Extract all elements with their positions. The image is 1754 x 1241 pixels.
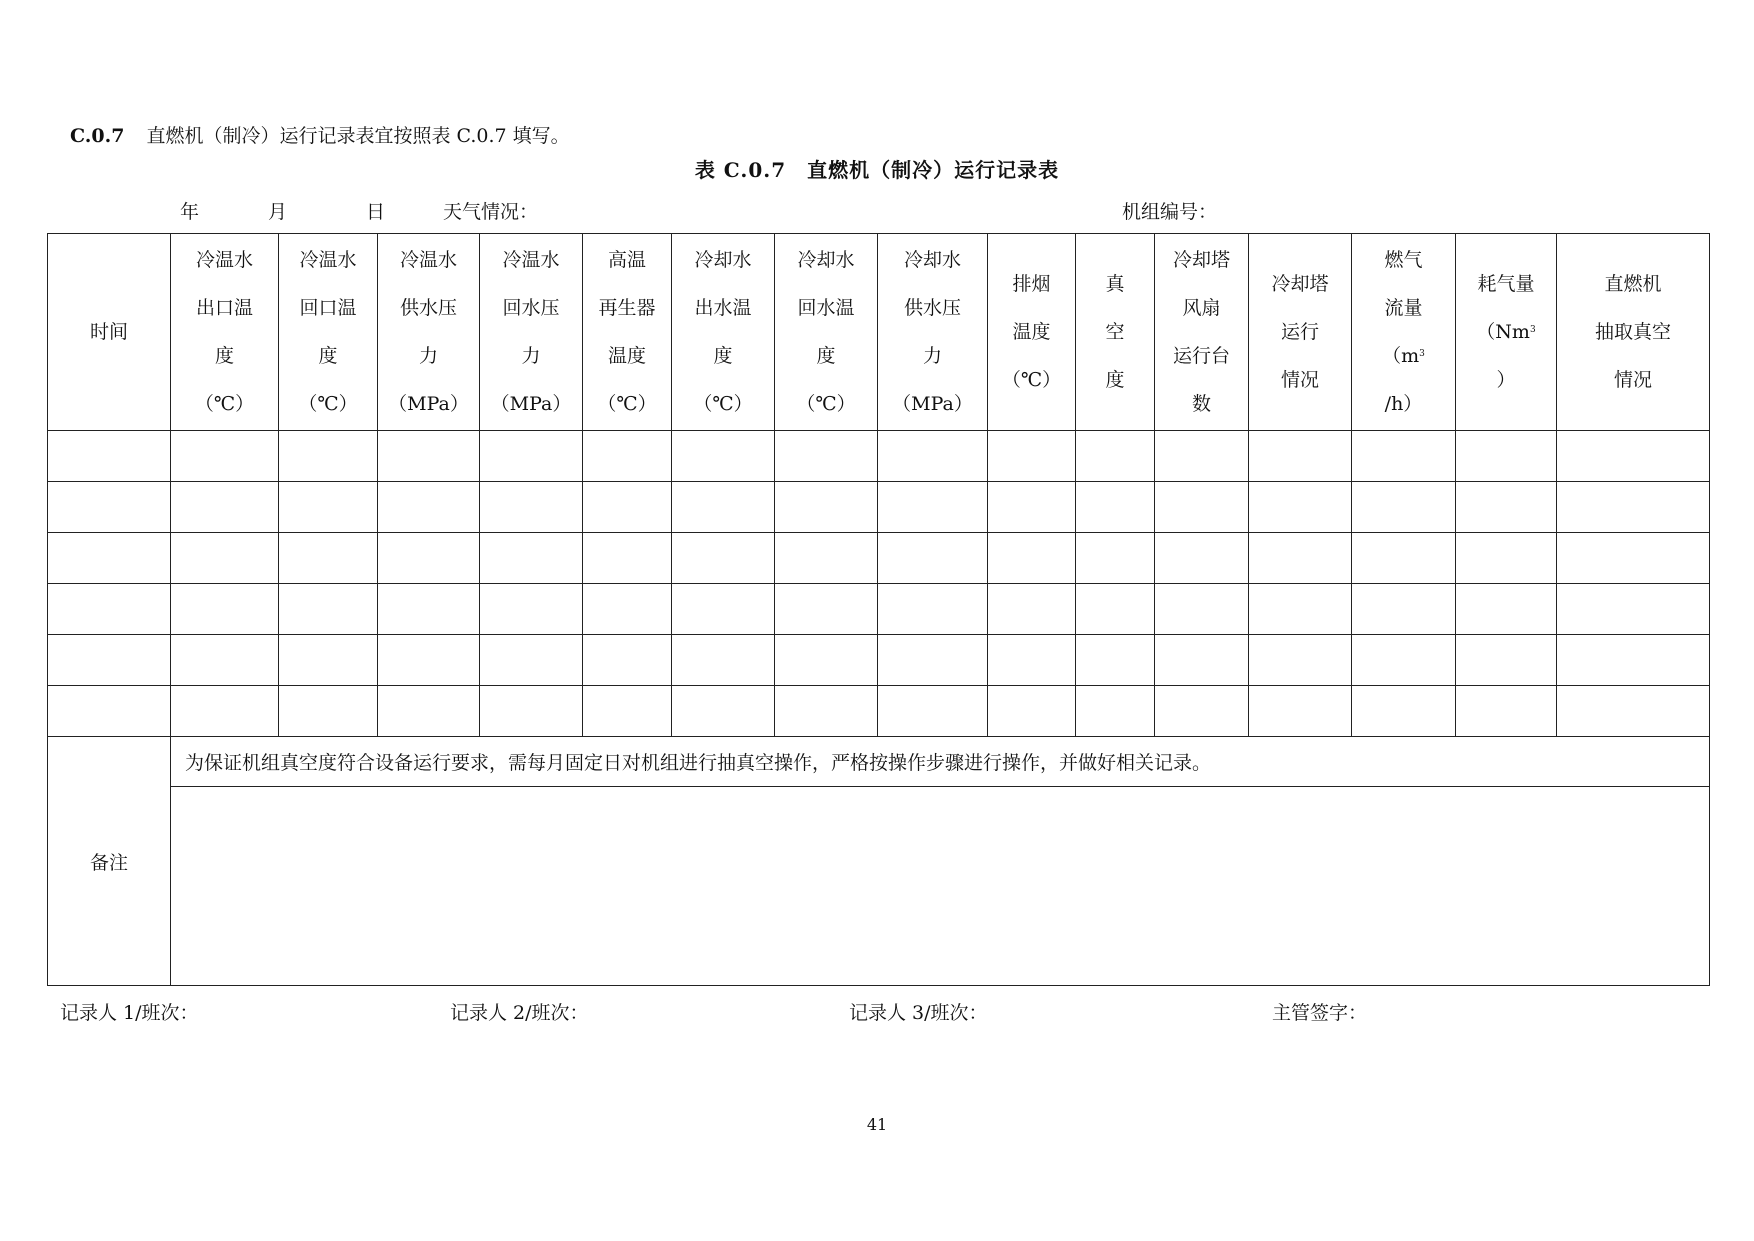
table-cell[interactable] [988,635,1076,686]
header-line: 耗气量 [1477,273,1535,295]
table-cell[interactable] [1456,431,1557,482]
header-line: 度 [816,345,836,367]
table-cell[interactable] [48,431,171,482]
table-cell[interactable] [1352,431,1456,482]
header-gas-consumption [1456,234,1557,431]
header-line: 真 [1105,273,1125,295]
header-line: 抽取真空 [1594,321,1671,343]
header-line: （℃） [597,393,657,415]
header-line: （℃） [693,393,753,415]
table-cell[interactable] [1155,431,1249,482]
table-cell[interactable] [988,482,1076,533]
header-line: 力 [418,345,438,367]
header-chilled-water-outlet-temp [171,234,279,431]
operation-record-table [47,233,1710,986]
table-row [48,686,1710,737]
table-cell[interactable] [878,635,988,686]
table-cell[interactable] [775,686,878,737]
table-cell[interactable] [1557,584,1710,635]
table-cell[interactable] [48,635,171,686]
table-cell[interactable] [583,635,672,686]
table-cell[interactable] [1352,482,1456,533]
table-cell[interactable] [1557,533,1710,584]
header-line: 回口温 [299,297,357,319]
table-cell[interactable] [279,635,378,686]
header-line: 冷温水 [399,249,457,271]
header-line: 回水压 [502,297,560,319]
header-gas-flow [1352,234,1456,431]
table-cell[interactable] [480,482,583,533]
table-cell[interactable] [1352,635,1456,686]
header-line: 情况 [1613,369,1652,391]
table-cell[interactable] [171,686,279,737]
header-line: 冷却水 [694,249,752,271]
header-high-temp-generator-temp [583,234,672,431]
table-cell[interactable] [1249,686,1352,737]
table-cell[interactable] [988,533,1076,584]
header-tower-status [1249,234,1352,431]
table-cell[interactable] [583,482,672,533]
table-title: 表 C.0.7 直燃机（制冷）运行记录表 [694,158,1060,182]
table-header-row [48,234,1710,431]
table-row [48,482,1710,533]
table-cell[interactable] [279,584,378,635]
table-cell[interactable] [988,584,1076,635]
weather-label: 天气情况： [443,201,539,223]
header-line: 冷温水 [502,249,560,271]
table-cell[interactable] [378,533,480,584]
table-cell[interactable] [775,635,878,686]
table-cell[interactable] [378,584,480,635]
header-line: 冷却塔 [1172,249,1230,271]
header-line: 高温 [607,249,646,271]
table-cell[interactable] [48,533,171,584]
header-line: ） [1496,369,1516,391]
unit-number-label: 机组编号： [1122,201,1218,223]
header-line: 度 [318,345,338,367]
recorder-1-label: 记录人 1/班次： [60,1002,199,1024]
header-cooling-water-outlet-temp [672,234,775,431]
header-line: /h） [1384,393,1423,415]
header-line: 出口温 [195,297,253,319]
table-cell[interactable] [672,584,775,635]
table-cell[interactable] [878,686,988,737]
table-cell[interactable] [171,584,279,635]
table-cell[interactable] [1557,635,1710,686]
table-cell[interactable] [480,584,583,635]
clause-text: 直燃机（制冷）运行记录表宜按照表 C.0.7 填写。 [146,125,570,147]
header-line: 运行 [1280,321,1319,343]
remarks-text: 为保证机组真空度符合设备运行要求，需每月固定日对机组进行抽真空操作，严格按操作步骤进行操作，并做好相关记录。 [171,737,1710,787]
table-cell[interactable] [1155,584,1249,635]
table-cell[interactable] [672,686,775,737]
header-cooling-water-supply-pressure [878,234,988,431]
unit-superscript: 3 [1419,349,1425,359]
header-line: 情况 [1280,369,1319,391]
header-chilled-water-supply-pressure [378,234,480,431]
table-cell[interactable] [583,533,672,584]
header-line: （MPa） [388,393,469,415]
header-chilled-water-return-pressure [480,234,583,431]
header-line: 回水温 [797,297,855,319]
table-row [48,533,1710,584]
header-line: 冷却水 [797,249,855,271]
table-cell[interactable] [1076,686,1155,737]
table-cell[interactable] [1557,686,1710,737]
header-line: 运行台 [1172,345,1230,367]
header-line: 数 [1191,393,1211,415]
header-tower-fans-running [1155,234,1249,431]
table-cell[interactable] [378,431,480,482]
recorder-2-label: 记录人 2/班次： [450,1002,589,1024]
header-line: 出水温 [694,297,752,319]
header-line: （Nm$^3$ [1476,321,1536,343]
table-cell[interactable] [378,635,480,686]
header-line: 度 [214,345,234,367]
table-cell[interactable] [878,431,988,482]
table-cell[interactable] [878,533,988,584]
header-line: 直燃机 [1604,273,1662,295]
header-time [48,234,171,431]
day-label: 日 [366,201,386,223]
header-line: 空 [1105,321,1125,343]
header-line: 度 [1105,369,1125,391]
table-cell[interactable] [1155,686,1249,737]
table-cell[interactable] [1076,635,1155,686]
header-line: 力 [922,345,942,367]
header-line: 力 [521,345,541,367]
remarks-label: 备注 [48,737,171,986]
table-cell[interactable] [1352,584,1456,635]
page-number: 41 [866,1115,888,1134]
month-label: 月 [268,201,288,223]
clause-line [70,121,570,148]
remarks-blank-row [48,787,1710,986]
table-cell[interactable] [672,635,775,686]
table-cell[interactable] [1155,635,1249,686]
table-cell[interactable] [1249,635,1352,686]
table-cell[interactable] [583,584,672,635]
table-cell[interactable] [480,635,583,686]
year-label: 年 [180,201,200,223]
table-cell[interactable] [171,431,279,482]
header-line: （℃） [298,393,358,415]
table-cell[interactable] [672,482,775,533]
table-cell[interactable] [171,482,279,533]
table-cell[interactable] [1076,431,1155,482]
header-chilled-water-return-temp [279,234,378,431]
header-vacuum-extraction [1557,234,1710,431]
header-line: 冷温水 [299,249,357,271]
table-cell[interactable] [878,482,988,533]
recorder-3-label: 记录人 3/班次： [849,1002,988,1024]
table-cell[interactable] [583,431,672,482]
table-cell[interactable] [1155,482,1249,533]
header-line: （MPa） [892,393,973,415]
table-cell[interactable] [1076,533,1155,584]
table-cell[interactable] [672,533,775,584]
table-cell[interactable] [1456,584,1557,635]
header-line: 排烟 [1012,273,1051,295]
header-exhaust-temp [988,234,1076,431]
table-cell[interactable] [1076,584,1155,635]
table-cell[interactable] [1456,482,1557,533]
header-line: 度 [713,345,733,367]
table-cell[interactable] [171,635,279,686]
table-cell[interactable] [1249,584,1352,635]
header-line: 风扇 [1182,297,1221,319]
table-cell[interactable] [480,686,583,737]
table-cell[interactable] [672,431,775,482]
table-cell[interactable] [171,533,279,584]
table-cell[interactable] [279,686,378,737]
header-cooling-water-return-temp [775,234,878,431]
header-line: 冷却塔 [1271,273,1329,295]
header-line: 冷却水 [903,249,961,271]
table-cell[interactable] [988,431,1076,482]
table-row [48,584,1710,635]
header-line: 温度 [1012,321,1051,343]
header-line: 供水压 [399,297,457,319]
table-cell[interactable] [1557,482,1710,533]
table-cell[interactable] [378,482,480,533]
table-cell[interactable] [1249,533,1352,584]
header-line: （MPa） [490,393,572,415]
header-line: 时间 [89,321,128,343]
header-line: 供水压 [903,297,961,319]
supervisor-signature-label: 主管签字： [1272,1002,1368,1024]
table-cell[interactable] [1249,431,1352,482]
table-cell[interactable] [1249,482,1352,533]
table-cell[interactable] [1352,533,1456,584]
table-cell[interactable] [775,431,878,482]
table-cell[interactable] [279,431,378,482]
table-cell[interactable] [1155,533,1249,584]
header-line: （$m^3$ [1382,345,1425,367]
header-line: 冷温水 [195,249,253,271]
table-cell[interactable] [480,431,583,482]
header-line: （℃） [194,393,255,415]
table-cell[interactable] [1456,686,1557,737]
header-line: 温度 [607,345,646,367]
table-cell[interactable] [48,584,171,635]
table-row [48,431,1710,482]
table-cell[interactable] [1076,482,1155,533]
table-cell[interactable] [583,686,672,737]
table-cell[interactable] [988,686,1076,737]
table-cell[interactable] [279,482,378,533]
header-vacuum [1076,234,1155,431]
table-cell[interactable] [1456,533,1557,584]
table-cell[interactable] [1557,431,1710,482]
table-cell[interactable] [378,686,480,737]
table-cell[interactable] [480,533,583,584]
table-cell[interactable] [775,533,878,584]
header-line: 再生器 [598,297,656,319]
table-cell[interactable] [279,533,378,584]
remarks-entry-cell[interactable] [171,787,1710,986]
table-cell[interactable] [775,482,878,533]
header-line: 燃气 [1384,249,1423,271]
header-line: （℃） [1001,369,1062,391]
header-line: （℃） [796,393,856,415]
table-cell[interactable] [48,482,171,533]
unit-superscript: 3 [1529,325,1536,335]
header-line: 流量 [1384,297,1423,319]
table-cell[interactable] [1456,635,1557,686]
table-cell[interactable] [1352,686,1456,737]
table-cell[interactable] [878,584,988,635]
remarks-row [48,737,1710,787]
table-cell[interactable] [48,686,171,737]
table-row [48,635,1710,686]
table-cell[interactable] [775,584,878,635]
clause-number: C.0.7 [70,125,125,147]
